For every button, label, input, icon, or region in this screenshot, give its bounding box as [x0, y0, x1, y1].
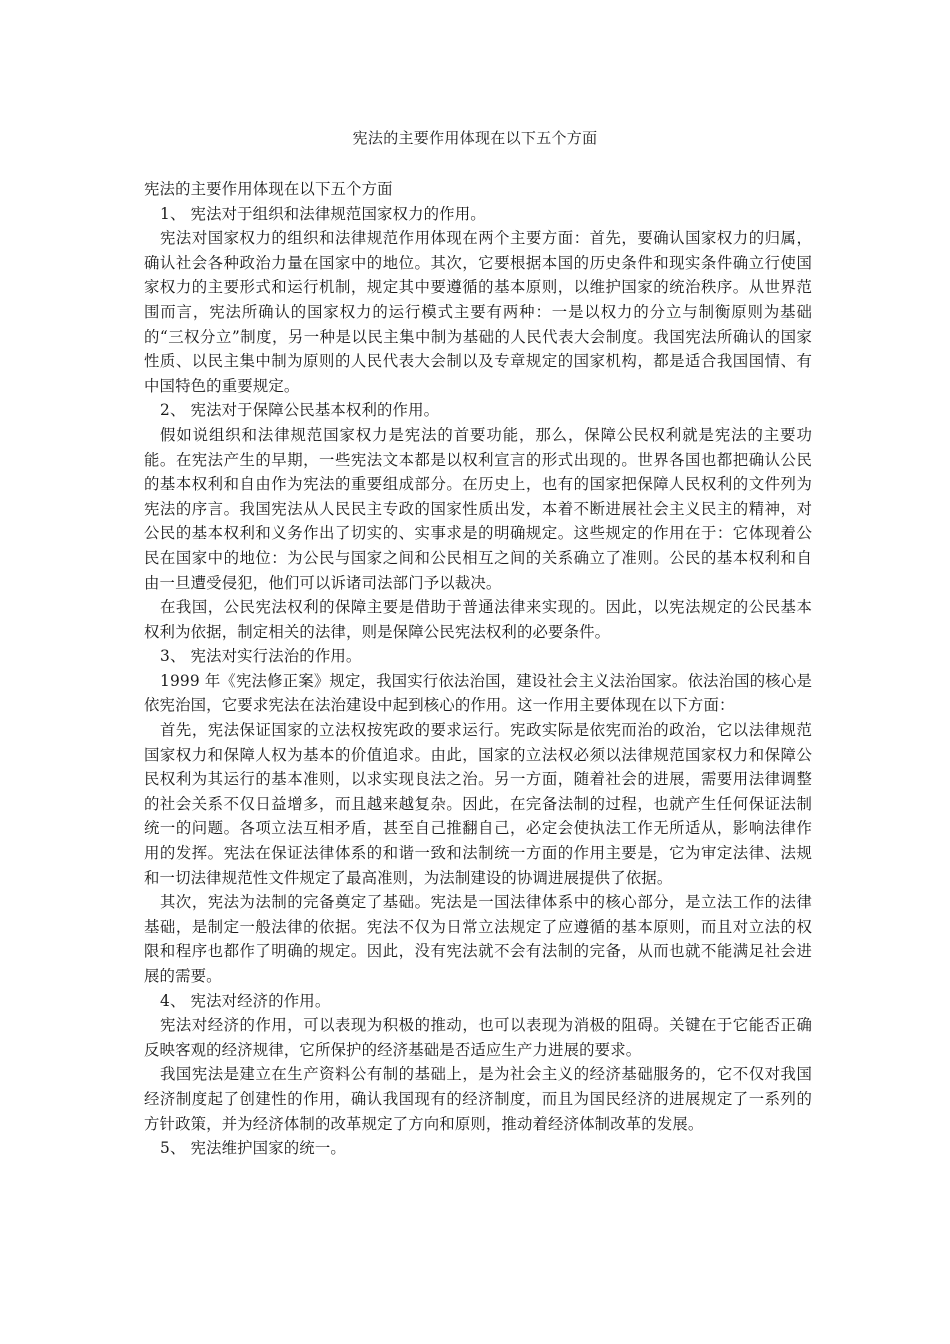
paragraph: 其次，宪法为法制的完备奠定了基础。宪法是一国法律体系中的核心部分，是立法工作的法律基础，是制定一般法律的依据。宪法不仅为日常立法规定了应遵循的基本原则，而且对立法的权限和程序也都作了明确的规定。因此，没有宪法就不会有法制的完备，从而也就不能满足社会进展的需要。 [144, 893, 812, 985]
section-heading-5: 5、 宪法维护国家的统一。 [160, 1139, 346, 1158]
paragraph: 在我国，公民宪法权利的保障主要是借助于普通法律来实现的。因此，以宪法规定的公民基本权利为依据，制定相关的法律，则是保障公民宪法权利的必要条件。 [144, 598, 812, 641]
section-heading-3: 3、 宪法对实行法治的作用。 [160, 647, 362, 666]
paragraph: 1999 年《宪法修正案》规定，我国实行依法治国，建设社会主义法治国家。依法治国的核心是依宪治国，它要求宪法在法治建设中起到核心的作用。这一作用主要体现在以下方面： [144, 671, 812, 715]
document-title: 宪法的主要作用体现在以下五个方面 [352, 129, 598, 147]
paragraph: 假如说组织和法律规范国家权力是宪法的首要功能，那么，保障公民权利就是宪法的主要功能。在宪法产生的早期，一些宪法文本都是以权利宣言的形式出现的。世界各国也都把确认公民的基本权利和自由作为宪法的重要组成部分。在历史上，也有的国家把保障人民权利的文件列为宪法的序言。我国宪法从人民民主专政的国家性质出发，本着不断进展社会主义民主的精神，对公民的基本权利和义务作出了切实的、实事求是的明确规定。这些规定的作用在于：它体现着公民在国家中的地位：为公民与国家之间和公民相互之间的关系确立了准则。公民的基本权利和自由一旦遭受侵犯，他们可以诉诸司法部门予以裁决。 [144, 425, 812, 592]
document-body [144, 177, 812, 1161]
paragraph: 首先，宪法保证国家的立法权按宪政的要求运行。宪政实际是依宪而治的政治，它以法律规范国家权力和保障人权为基本的价值追求。由此，国家的立法权必须以法律规范国家权力和保障公民权利为其运行的基本准则，以求实现良法之治。另一方面，随着社会的进展，需要用法律调整的社会关系不仅日益增多，而且越来越复杂。因此，在完备法制的过程，也就产生任何保证法制统一的问题。各项立法互相矛盾，甚至自己推翻自己，必定会使执法工作无所适从，影响法律作用的发挥。宪法在保证法律体系的和谐一致和法制统一方面的作用主要是，它为审定法律、法规和一切法律规范性文件规定了最高准则，为法制建设的协调进展提供了依据。 [144, 721, 812, 887]
section-heading-1: 1、 宪法对于组织和法律规范国家权力的作用。 [160, 204, 486, 223]
lead-line: 宪法的主要作用体现在以下五个方面 [144, 180, 393, 198]
paragraph: 我国宪法是建立在生产资料公有制的基础上，是为社会主义的经济基础服务的，它不仅对我国经济制度起了创建性的作用，确认我国现有的经济制度，而且为国民经济的进展规定了一系列的方针政策，并为经济体制的改革规定了方向和原则，推动着经济体制改革的发展。 [144, 1065, 812, 1133]
section-heading-4: 4、 宪法对经济的作用。 [160, 991, 331, 1010]
paragraph: 宪法对经济的作用，可以表现为积极的推动，也可以表现为消极的阻碍。关键在于它能否正确反映客观的经济规律，它所保护的经济基础是否适应生产力进展的要求。 [144, 1016, 812, 1059]
paragraph: 宪法对国家权力的组织和法律规范作用体现在两个主要方面：首先，要确认国家权力的归属，确认社会各种政治力量在国家中的地位。其次，它要根据本国的历史条件和现实条件确立行使国家权力的主要形式和运行机制，规定其中要遵循的基本原则，以维护国家的统治秩序。从世界范围而言，宪法所确认的国家权力的运行模式主要有两种：一是以权力的分立与制衡原则为基础的“三权分立”制度，另一种是以民主集中制为基础的人民代表大会制度。我国宪法所确认的国家性质、以民主集中制为原则的人民代表大会制以及专章规定的国家机构，都是适合我国国情、有中国特色的重要规定。 [144, 229, 812, 395]
section-heading-2: 2、 宪法对于保障公民基本权利的作用。 [160, 401, 440, 420]
